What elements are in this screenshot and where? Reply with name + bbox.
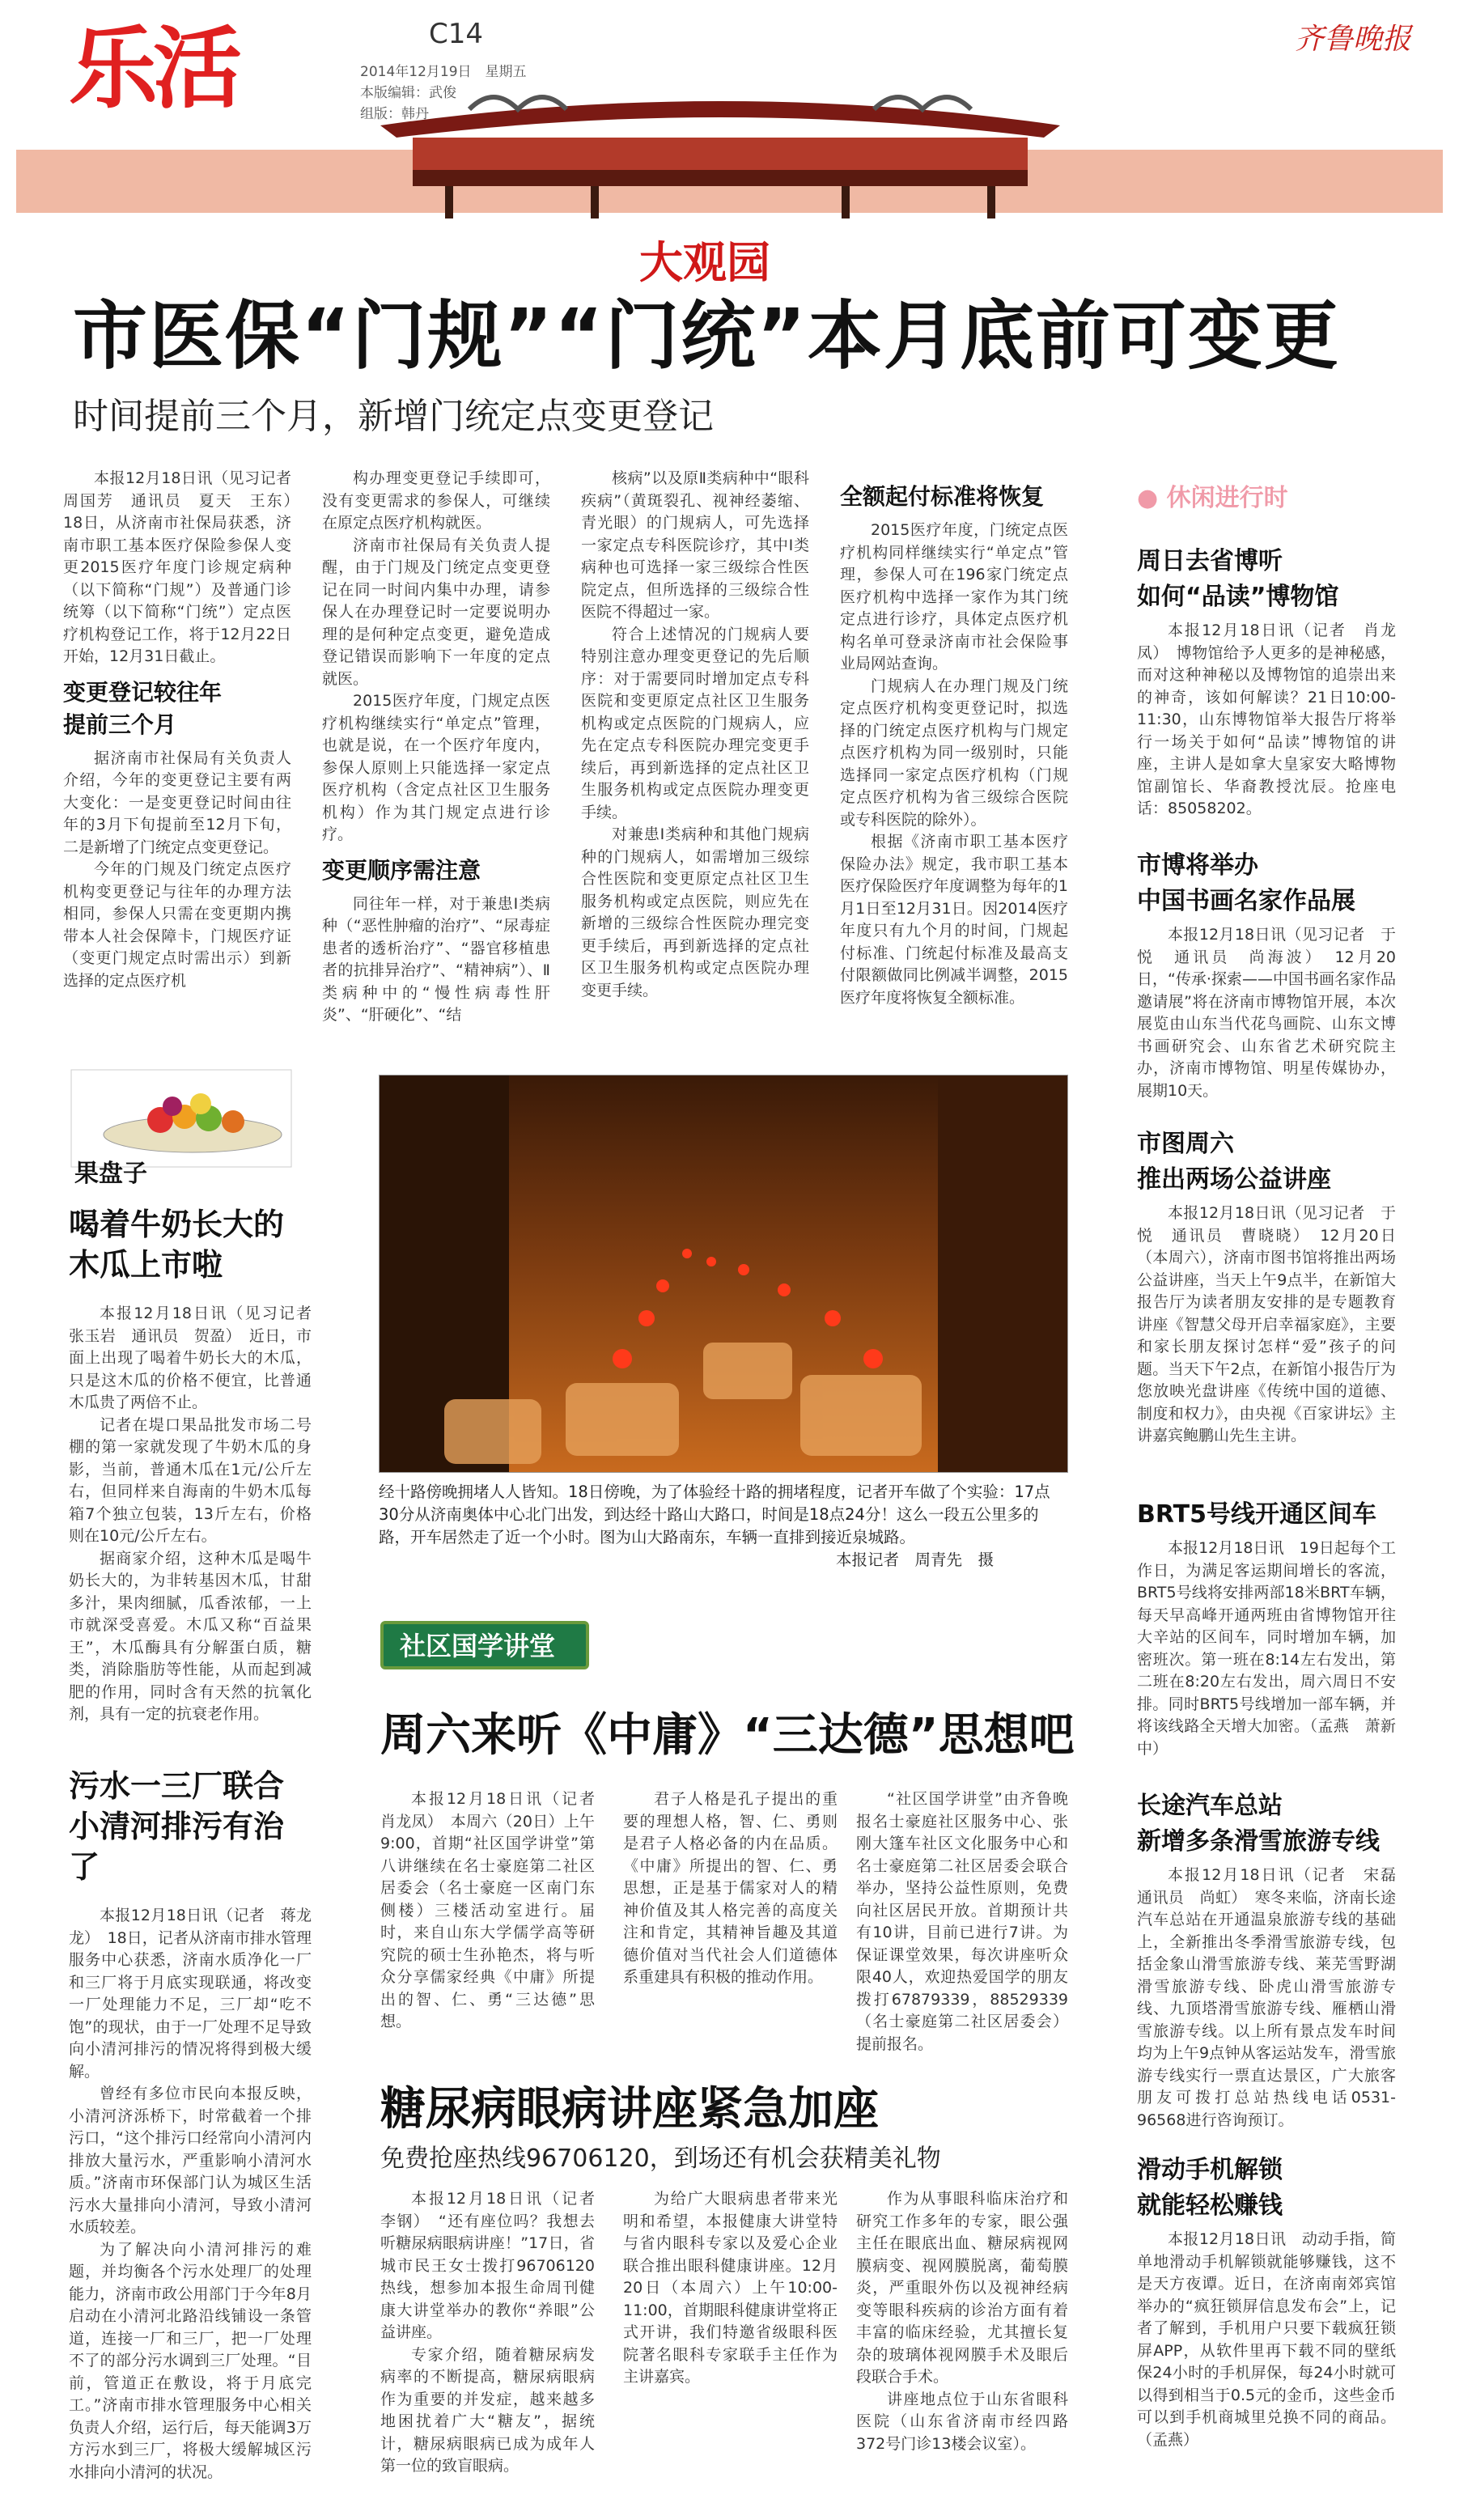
lead-paragraph: 核病”以及原Ⅱ类病种中“眼科疾病”（黄斑裂孔、视神经萎缩、青光眼）的门规病人，可先选择一家定点专科医院诊疗，其中Ⅰ类病种也可选择一家三级综合性医院定点，但所选择的三级综合性医院不得超过一家。: [581, 469, 809, 621]
column-title: 大观园: [639, 236, 770, 288]
pavilion-roof-illustration: [348, 77, 1092, 223]
lead-paragraph: 2015医疗年度，门规定点医疗机构继续实行“单定点”管理，也就是说，在一个医疗年度内，参保人原则上只能选择一家定点医疗机构（含定点社区卫生服务机构）作为其门规定点进行诊疗。: [322, 692, 550, 843]
museum-title: 周日去省博听 如何“品读”博物馆: [1137, 547, 1339, 611]
fruit-plate-illustration: [71, 1070, 291, 1167]
lead-paragraph: 根据《济南市职工基本医疗保险办法》规定，我市职工基本医疗保险医疗年度调整为每年的1月1日至12月31日。因2014医疗年度只有九个月的时间，门规起付标准、门统起付标准及最高支付限额做同比例减半调整，2015医疗年度将恢复全额标准。: [840, 833, 1068, 1007]
lead-column-1: [63, 468, 307, 1026]
guoxue-column-3: “社区国学讲堂”由齐鲁晚报名士豪庭社区服务中心、张刚大篷车社区文化服务中心和名士豪庭第二社区居委会联合举办，坚持公益性原则，免费向社区居民开放。首期预计共有10讲，目前已进行7讲。为保证课堂效果，每次讲座听众限40人，欢迎热爱国学的朋友拨打67879339，88529339（名士豪庭第二社区居委会）提前报名。: [856, 1790, 1068, 2053]
calligraphy-body: 本报12月18日讯（见习记者 于悦 通讯员 尚海波） 12月20日，“传承·探索——中国书画名家作品邀请展”将在济南市博物馆开展，本次展览由山东当代花鸟画院、山东文博书画研究会、山东省艺术研究院主办，济南市博物馆、明星传媒协办，展期10天。: [1137, 926, 1396, 1100]
diabetes-column-1: 本报12月18日讯（记者 李钢） “还有座位吗？我想去听糖尿病眼病讲座！”17日，省城市民王女士拨打96706120热线，想参加本报生命周刊健康大讲堂举办的教你“养眼”公益讲座。 专家介绍，随着糖尿病发病率的不断提高，糖尿病眼病作为重要的并发症，越来越多地困扰着广大“糖友”，据统计，糖尿病眼病已成为成年人第一位的致盲眼病。: [380, 2190, 611, 2475]
lead-subhead: 时间提前三个月，新增门统定点变更登记: [73, 396, 714, 437]
guoxue-headline: 周六来听《中庸》“三达德”思想吧: [380, 1709, 1075, 1762]
brt-body: 本报12月18日讯 19日起每个工作日，为满足客运期间增长的客流，BRT5号线将安排两部18米BRT车辆，每天早高峰开通两班由省博物馆开往大辛站的区间车，同时增加车辆，加密班次。第一班在8:14左右发出，第二班在8:20左右发出，周六周日不安排。同时BRT5号线增加一部车辆，并将该线路全天增大加密。（孟燕 萧新中）: [1137, 1539, 1396, 1758]
fruit-plate-label: 果盘子: [74, 1160, 147, 1188]
lead-subheading: 全额起付标准将恢复: [840, 483, 1045, 510]
bus-title: 长途汽车总站 新增多条滑雪旅游专线: [1137, 1792, 1380, 1856]
diabetes-column-2: 为给广大眼病患者带来光明和希望，本报健康大讲堂特与省内眼科专家以及爱心企业联合推出眼科健康讲座。12月20日（本周六）上午10:00-11:00，首期眼科健康讲堂将正式开讲，我们特邀省级眼科医院著名眼科专家联手主任作为主讲嘉宾。: [623, 2190, 838, 2386]
sewage-article: [69, 1766, 312, 2520]
calligraphy-article: [1137, 848, 1396, 1102]
bus-body: 本报12月18日讯（记者 宋磊 通讯员 尚虹） 寒冬来临，济南长途汽车总站在开通温泉旅游专线的基础上，全新推出冬季滑雪旅游专线，包括金象山滑雪旅游专线、莱芜雪野湖滑雪旅游专线、卧虎山滑雪旅游专线、九顶塔滑雪旅游专线、雁栖山滑雪旅游专线。以上所有景点发车时间均为上午9点钟从客运站发车，滑雪旅游专线实行一票直达景区，广大旅客朋友可拨打总站热线电话0531-96568进行咨询预订。: [1137, 1866, 1412, 2129]
layout-line: 组版：韩丹: [360, 106, 429, 122]
lead-headline: 市医保“门规”“门统”本月底前可变更: [73, 293, 1340, 380]
diabetes-subhead: 免费抢座热线96706120，到场还有机会获精美礼物: [380, 2145, 941, 2173]
guoxue-column-2: 君子人格是孔子提出的重要的理想人格，智、仁、勇则是君子人格必备的内在品质。《中庸》所提出的智、仁、勇思想，正是基于儒家对人的精神价值及其人格完善的高度关注和肯定，其精神旨趣及其道德价值对当代社会人们道德体系重建具有积极的推动作用。: [623, 1790, 838, 1986]
section-logo: 乐活: [69, 17, 237, 121]
sewage-title: 污水一三厂联合 小清河排污有治了: [69, 1768, 285, 1885]
lead-paragraph: 符合上述情况的门规病人要特别注意办理变更登记的先后顺序：对于需要同时增加定点专科医院和变更原定点社区卫生服务机构或定点医院的门规病人，应先在定点专科医院办理完变更手续后，再到新选择的定点社区卫生服务机构或定点医院办理变更手续。: [581, 625, 809, 821]
guoxue-column-1: 本报12月18日讯（记者 肖龙凤） 本周六（20日）上午9:00，首期“社区国学讲堂”第八讲继续在名士豪庭第二社区居委会（名士豪庭一区南门东侧楼）三楼活动室进行。届时，来自山东大学儒学高等研究院的硕士生孙艳杰，将与听众分享儒家经典《中庸》所提出的智、仁、勇“三达德”思想。: [380, 1790, 611, 2030]
lead-paragraph: 2015医疗年度，门统定点医疗机构同样继续实行“单定点”管理，参保人可在196家门统定点医疗机构中选择一家作为其门统定点进行诊疗，具体定点医疗机构名单可登录济南市社会保险事业局网站查询。: [840, 521, 1068, 672]
lead-column-3: [581, 468, 809, 1026]
lead-paragraph: 构办理变更登记手续即可，没有变更需求的参保人，可继续在原定点医疗机构就医。: [322, 469, 550, 532]
library-title: 市图周六 推出两场公益讲座: [1137, 1130, 1331, 1194]
lead-subheading: 变更登记较往年 提前三个月: [63, 678, 223, 738]
date-line: 2014年12月19日 星期五: [360, 64, 527, 80]
lead-paragraph: 济南市社保局有关负责人提醒，由于门规及门统定点变更登记在同一时间内集中办理，请参保人在办理登记时一定要说明办理的是何种定点变更，避免造成登记错误而影响下一年度的定点就医。: [322, 536, 550, 688]
guoxue-badge: [380, 1621, 589, 1669]
lead-column-2: [322, 468, 550, 1026]
leisure-tag: ● 休闲进行时: [1137, 484, 1288, 512]
museum-article: [1137, 544, 1396, 821]
unlock-body: 本报12月18日讯 动动手指，简单地滑动手机解锁就能够赚钱，这不是天方夜谭。近日，在济南南郊宾馆举办的“疯狂锁屏信息发布会”上，记者了解到，手机用户只要下载疯狂锁屏APP，从软件里再下载不同的壁纸保24小时的手机屏保，每24小时就可以得到相当于0.5元的金币，这些金币可以到手机商城里兑换不同的商品。（孟燕）: [1137, 2230, 1396, 2449]
bus-article: [1137, 1788, 1412, 2132]
lead-paragraph: 同往年一样，对于兼患Ⅰ类病种（“恶性肿瘤的治疗”、“尿毒症患者的透析治疗”、“器官移植患者的抗排异治疗”、“精神病”）、Ⅱ类病种中的“慢性病毒性肝炎”、“肝硬化”、“结: [322, 894, 550, 1024]
lead-paragraph: 门规病人在办理门规及门统定点医疗机构变更登记时，拟选择的门统定点医疗机构与门规定点医疗机构为同一级别时，只能选择同一家定点医疗机构（门规定点医疗机构为省三级综合医院或专科医院的除外）。: [840, 677, 1068, 829]
editor-line: 本版编辑：武俊: [360, 85, 456, 101]
photo-caption: [379, 1481, 1067, 1572]
brt-title: BRT5号线开通区间车: [1137, 1500, 1376, 1529]
papaya-title: 喝着牛奶长大的 木瓜上市啦: [69, 1207, 285, 1283]
lead-paragraph: 今年的门规及门统定点医疗机构变更登记与往年的办理方法相同，参保人只需在变更期内携带本人社会保障卡，门规医疗证（变更门规定点时需出示）到新选择的定点医疗机: [63, 860, 291, 990]
diabetes-column-3: 作为从事眼科临床治疗和研究工作多年的专家，眼公强主任在眼底出血、糖尿病视网膜病变、视网膜脱离，葡萄膜炎，严重眼外伤以及视神经病变等眼科疾病的诊治方面有着丰富的临床经验，尤其擅长复杂的玻璃体视网膜手术及眼后段联合手术。 讲座地点位于山东省眼科医院（山东省济南市经四路372号门诊13楼会议室）。: [856, 2190, 1068, 2453]
brt-article: [1137, 1497, 1396, 1760]
papaya-body: 本报12月18日讯（见习记者 张玉岩 通讯员 贺盈） 近日，市面上出现了喝着牛奶长大的木瓜，只是这木瓜的价格不便宜，比普通木瓜贵了两倍不止。 记者在堤口果品批发市场二号棚的第一家就发现了牛奶木瓜的身影，当前，普通木瓜在1元/公斤左右，但同样来自海南的牛奶木瓜每箱7个独立包装，13斤左右，价格则在10元/公斤左右。 据商家介绍，这种木瓜是喝牛奶长大的，为非转基因木瓜，甘甜多汁，果肉细腻，瓜香浓郁，一上市就深受喜爱。木瓜又称“百益果王”，木瓜酶具有分解蛋白质，糖类，消除脂肪等性能，从而起到减肥的作用，同时含有天然的抗氧化剂，具有一定的抗衰老作用。: [69, 1305, 328, 1723]
lead-subheading: 变更顺序需注意: [322, 856, 481, 884]
museum-body: 本报12月18日讯（记者 肖龙凤） 博物馆给予人更多的是神秘感，而对这种神秘以及博物馆的追崇出来的神奇，该如何解读？21日10:00-11:30，山东博物馆举大报告厅将举行一场关于如何“品读”博物馆的讲座，主讲人是如拿大皇家安大略博物馆副馆长、华裔教授沈辰。抢座电话：85058202。: [1137, 622, 1396, 817]
traffic-photo: [379, 1075, 1068, 1473]
unlock-article: [1137, 2153, 1396, 2476]
sewage-body: 本报12月18日讯（记者 蒋龙龙） 18日，记者从济南市排水管理服务中心获悉，济南水质净化一厂和三厂将于月底实现联通，将改变一厂处理能力不足，三厂却“吃不饱”的现状，由于一厂处理不足导致向小清河排污的情况将得到极大缓解。 曾经有多位市民向本报反映，小清河济泺桥下，时常截着一个排污口，“这个排污口经常向小清河内排放大量污水，严重影响小清河水质。”济南市环保部门认为城区生活污水大量排向小清河，导致小清河水质较差。 为了解决向小清河排污的难题，并均衡各个污水处理厂的处理能力，济南市政公用部门于今年8月启动在小清河北路沿线铺设一条管道，连接一厂和三厂，把一厂处理不了的部分污水调到三厂处理。“目前，管道正在敷设，将于月底完工。”济南市排水管理服务中心相关负责人介绍，运行后，每天能调3万方污水到三厂，将极大缓解城区污水排向小清河的状况。: [69, 1907, 312, 2481]
diabetes-headline: 糖尿病眼病讲座紧急加座: [380, 2083, 879, 2136]
lead-paragraph: 本报12月18日讯（见习记者 周国芳 通讯员 夏天 王东） 18日，从济南市社保局获悉，济南市职工基本医疗保险参保人变更2015医疗年度门诊规定病种（以下简称“门规”）及普通门诊统筹（以下简称“门统”）定点医疗机构登记工作，将于12月22日开始，12月31日截止。: [63, 469, 307, 665]
library-body: 本报12月18日讯（见习记者 于悦 通讯员 曹晓晓） 12月20日（本周六），济南市图书馆将推出两场公益讲座，当天上午9点半，在新馆大报告厅为读者朋友安排的是专题教育讲座《智慧父母开启幸福家庭》，主要和家长朋友探讨怎样“爱”孩子的问题。当天下午2点，在新馆小报告厅为您放映光盘讲座《传统中国的道德、制度和权力》，由央视《百家讲坛》主讲嘉宾鲍鹏山先生主讲。: [1137, 1204, 1396, 1445]
lead-column-4: [840, 481, 1068, 1026]
guoxue-badge-text: 社区国学讲堂: [400, 1631, 556, 1661]
lead-paragraph: 据济南市社保局有关负责人介绍，今年的变更登记主要有两大变化：一是变更登记时间由往年的3月下旬提前至12月下旬，二是新增了门统定点变更登记。: [63, 749, 291, 856]
page-number: C14: [429, 18, 484, 50]
photo-byline: 本报记者 周青先 摄: [835, 1551, 994, 1569]
lead-paragraph: 对兼患Ⅰ类病种和其他门规病种的门规病人，如需增加三级综合性医院和变更原定点社区卫生服务机构或定点医院，则应先在新增的三级综合性医院办理完变更手续后，再到新选择的定点社区卫生服务机构或定点医院办理变更手续。: [581, 825, 809, 999]
papaya-article: [69, 1204, 328, 1726]
newspaper-brand: 齐鲁晚报: [1295, 23, 1412, 56]
library-article: [1137, 1126, 1396, 1448]
calligraphy-title: 市博将举办 中国书画名家作品展: [1137, 851, 1355, 915]
unlock-title: 滑动手机解锁 就能轻松赚钱: [1137, 2156, 1283, 2220]
photo-caption-text: 经十路傍晚拥堵人人皆知。18日傍晚，为了体验经十路的拥堵程度，记者开车做了个实验：17点30分从济南奥体中心北门出发，到达经十路山大路口，时间是18点24分！这么一段五公里多的路，开车居然走了近一个小时。图为山大路南东，车辆一直排到接近泉城路。: [379, 1483, 1050, 1546]
